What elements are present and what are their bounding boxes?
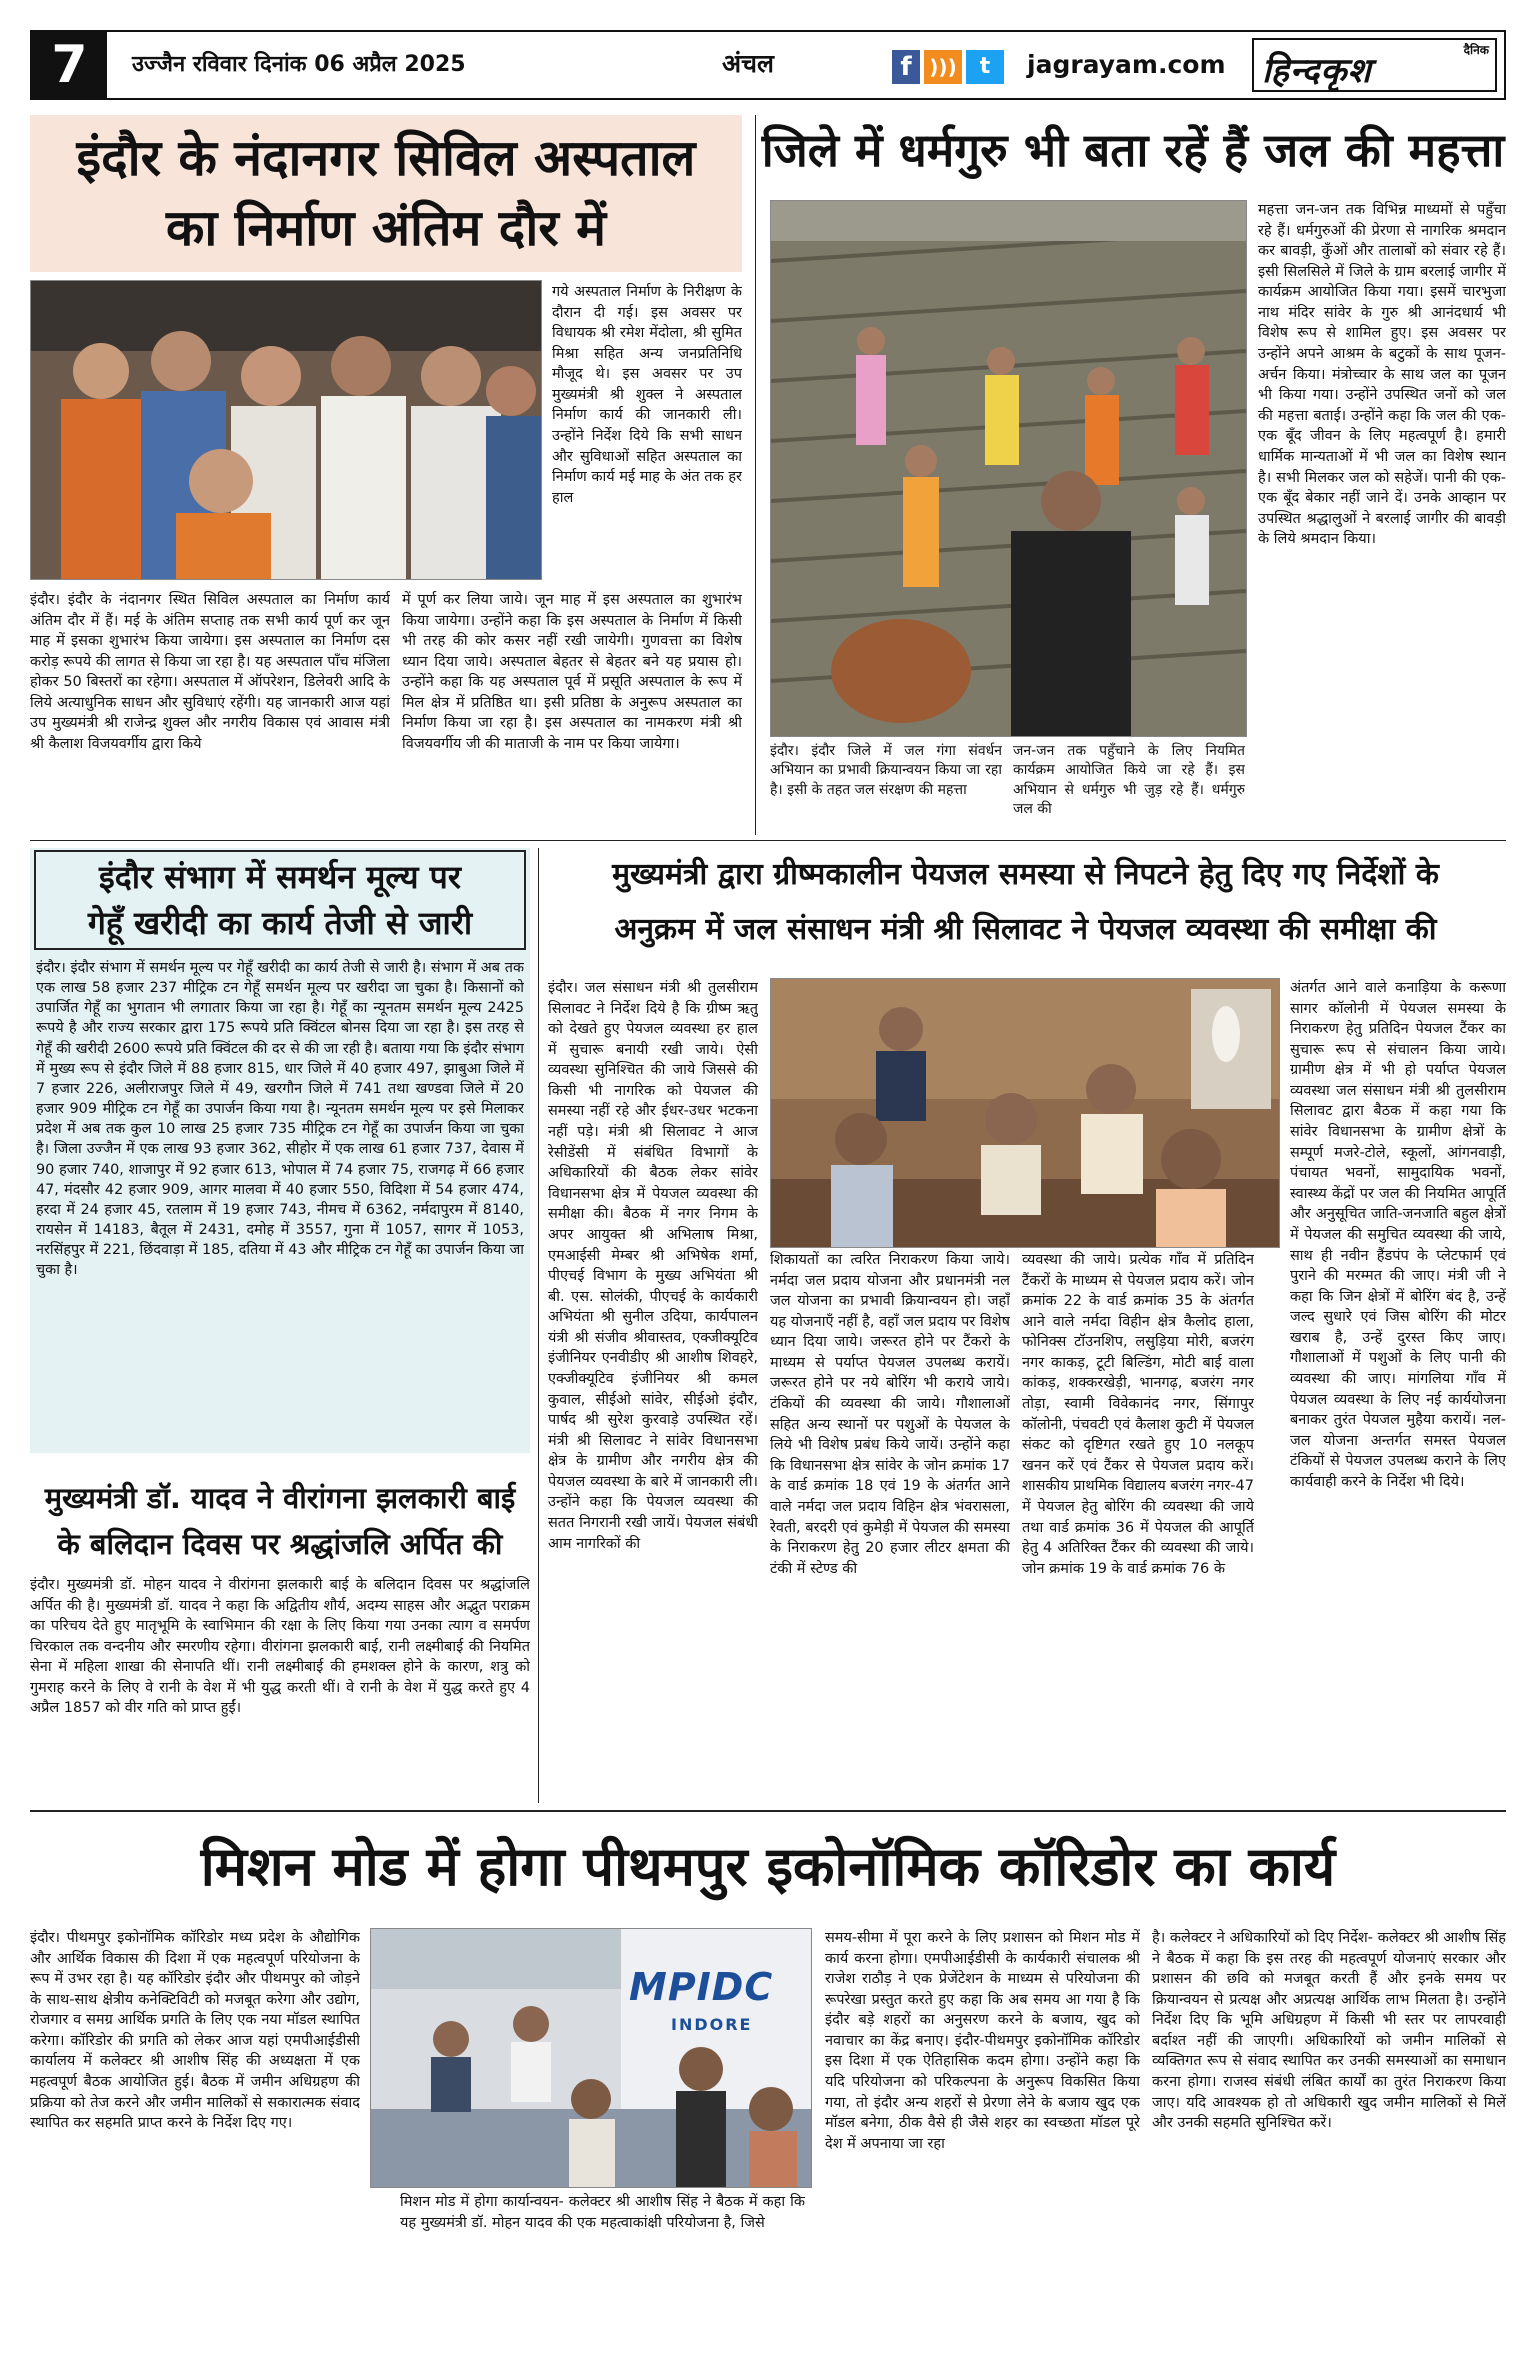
water-review-headline-line1: मुख्यमंत्री द्वारा ग्रीष्मकालीन पेयजल समस्या से निपटने हेतु दिए गए निर्देशों के xyxy=(612,857,1439,892)
water-review-headline-line2: अनुक्रम में जल संसाधन मंत्री श्री सिलावट ने पेयजल व्यवस्था की समीक्षा की xyxy=(614,912,1437,947)
minister-meeting-photo xyxy=(770,978,1280,1248)
hospital-headline-line2: का निर्माण अंतिम दौर में xyxy=(165,199,607,257)
divider xyxy=(755,115,756,835)
divider xyxy=(538,848,539,1803)
pithampur-headline: मिशन मोड में होगा पीथमपुर इकोनॉमिक कॉरिडोर का कार्य xyxy=(200,1835,1336,1898)
pithampur-col3: समय-सीमा में पूरा करने के लिए प्रशासन को मिशन मोड में कार्य करना होगा। एमपीआईडीसी के कार्यकारी संचालक श्री राजेश राठौड़ ने एक प्रेजेंटेशन के माध्यम से परियोजना की रूपरेखा प्रस्तुत करते हुए कहा कि अब समय आ गया है कि इंदौर बड़े शहरों का अनुसरण करने के बजाय, खुद को नवाचार का केंद्र बनाए। इंदौर-पीथमपुर इकोनॉमिक कॉरिडोर इस दिशा में एक ऐतिहासिक कदम होगा। उन्होंने कहा कि यदि परियोजना को परिकल्पना के अनुरूप विकसित किया गया, तो इंदौर अन्य शहरों से प्रेरणा लेने के बजाय खुद एक मॉडल बनेगा, ठीक वैसे ही जैसे शहर का स्वच्छता मॉडल पूरे देश में अपनाया जा रहा xyxy=(825,1930,1140,2152)
facebook-icon[interactable]: f xyxy=(892,50,920,84)
paper-logo xyxy=(1252,38,1497,92)
dateline: उज्जैन रविवार दिनांक 06 अप्रैल 2025 xyxy=(132,52,466,77)
jhalkari-headline-line2: के बलिदान दिवस पर श्रद्धांजलि अर्पित की xyxy=(57,1527,503,1561)
hospital-inspection-photo xyxy=(30,280,542,580)
rss-icon[interactable]: ))) xyxy=(924,50,962,84)
pithampur-col4: है। कलेक्टर ने अधिकारियों को दिए निर्देश- कलेक्टर श्री आशीष सिंह ने बैठक में कहा कि इस तरह की महत्वपूर्ण योजनाएं सरकार और प्रशासन की छवि को मजबूत करती हैं और इनके समय पर क्रियान्वयन से प्रत्यक्ष और अप्रत्यक्ष आर्थिक लाभ मिलता है। उन्होंने निर्देश दिए कि भूमि अधिग्रहण में किसी भी स्तर पर लापरवाही बर्दाश्त नहीं की जाएगी। अधिकारियों को जमीन मालिकों से व्यक्तिगत रूप से संवाद स्थापित कर उनकी समस्याओं का समाधान करना होगा। राजस्व संबंधी लंबित कार्यों का तुरंत निराकरण किया जाए। यदि आवश्यक हो तो अधिकारी खुद जमीन मालिकों से मिलें और उनकी सहमति सुनिश्चित करें। xyxy=(1152,1930,1506,2132)
wheat-headline-line1: इंदौर संभाग में समर्थन मूल्य पर xyxy=(99,858,461,896)
jhalkari-headline-line1: मुख्यमंत्री डॉ. यादव ने वीरांगना झलकारी बाई xyxy=(44,1481,516,1515)
mpidc-meeting-photo xyxy=(370,1928,812,2188)
water-review-col3: व्यवस्था की जाये। प्रत्येक गाँव में प्रतिदिन टैंकरों के माध्यम से पेयजल प्रदाय करें। जोन क्रमांक 22 के वार्ड क्रमांक 35 के अंतर्गत आने वाले नर्मदा विहीन क्षेत्र कैलोद हाला, फोनिक्स टॉउनशिप, लसुड़िया मोरी, बजरंग नगर काकड़, टूटी बिल्डिंग, मोटी बाई वाला कांकड़, शक्करखेड़ी, भानगढ़, बजरंग नगर तोड़ा, स्वामी विवेकानंद नगर, सिंगापुर कॉलोनी, पंचवटी एवं कैलाश कुटी में पेयजल संकट को दृष्टिगत रखते हुए 10 नलकूप खनन करें एवं टैंकर से पेयजल प्रदाय करें। शासकीय प्राथमिक विद्यालय बजरंग नगर-47 में पेयजल हेतु बोरिंग की व्यवस्था की जाये तथा वार्ड क्रमांक 36 में पेयजल की आपूर्ति हेतु 4 अतिरिक्त टैंकर की व्यवस्था की जाये। जोन क्रमांक 19 के वार्ड क्रमांक 76 के xyxy=(1022,1252,1254,1577)
dharmaguru-caption-col1: इंदौर। इंदौर जिले में जल गंगा संवर्धन अभियान का प्रभावी क्रियान्वयन किया जा रहा है। इसी के तहत जल संरक्षण की महत्ता xyxy=(770,743,1002,798)
paper-logo-prefix: दैनिक xyxy=(1463,43,1489,57)
wheat-headline-box xyxy=(34,850,526,950)
section-name: अंचल xyxy=(722,49,774,78)
stepwell-shramdaan-photo xyxy=(770,200,1247,737)
twitter-icon[interactable]: t xyxy=(966,50,1004,84)
wheat-article xyxy=(30,848,530,1453)
masthead xyxy=(30,30,1506,100)
water-review-col1: इंदौर। जल संसाधन मंत्री श्री तुलसीराम सिलावट ने निर्देश दिये है कि ग्रीष्म ऋतु को देखते हुए पेयजल व्यवस्था हर हाल में सुचारू बनायी रखी जाये। ऐसी व्यवस्था सुनिश्चित की जाये जिससे की किसी भी नागरिक को पेयजल की समस्या नहीं रहे और ईधर-उधर भटकना नहीं पड़े। मंत्री श्री सिलावट ने आज रेसीडेंसी में संबंधित विभागों के अधिकारियों की बैठक लेकर सांवेर विधानसभा क्षेत्र में पेयजल व्यवस्था की समीक्षा की। बैठक में नगर निगम के अपर आयुक्त श्री अभिलाष मिश्रा, एमआईसी मेम्बर श्री अभिषेक शर्मा, पीएचई विभाग के मुख्य अभियंता श्री बी. एस. सोलंकी, पीएचई के कार्यकारी अभियंता श्री सुनील उदिया, कार्यपालन यंत्री श्री संजीव श्रीवास्तव, एक्जीक्यूटिव इंजीनियर एनवीडीए श्री आशीष शिवहरे, एक्जीक्यूटिव इंजीनियर श्री कमल कुवाल, सीईओ सांवेर, सीईओ इंदौर, पार्षद श्री सुरेश कुरवाड़े उपस्थित रहें। मंत्री श्री सिलावट ने सांवेर विधानसभा क्षेत्र के ग्रामीण और नगरीय क्षेत्र की पेयजल व्यवस्था के बारे में जानकारी ली। उन्होंने कहा कि पेयजल व्यवस्था की सतत निगरानी रखी जायें। पेयजल संबंधी आम नागरिकों की xyxy=(548,980,758,1552)
meeting-photo-art xyxy=(771,979,1279,1247)
hospital-body-col1: इंदौर। इंदौर के नंदानगर स्थित सिविल अस्पताल का निर्माण कार्य अंतिम दौर में हैं। मई के अंतिम सप्ताह तक सभी कार्य पूर्ण कर जून माह में इसका शुभारंभ किया जायेगा। इस अस्पताल का निर्माण दस करोड़ रूपये की लागत से किया जा रहा है। यह अस्पताल पाँच मंजिला होकर 50 बिस्तरों का रहेगा। अस्पताल में ऑपरेशन, डिलेवरी आदि के लिये अत्याधुनिक साधन और सुविधाएं रहेंगी। यह जानकारी आज यहां उप मुख्यमंत्री श्री राजेन्द्र शुक्ल और नगरीय विकास एवं आवास मंत्री श्री कैलाश विजयवर्गीय द्वारा किये xyxy=(30,592,390,753)
paper-logo-name: हिन्दकृश xyxy=(1262,51,1372,91)
mpidc-sign: MPIDC xyxy=(629,1965,774,2009)
wheat-body: इंदौर। इंदौर संभाग में समर्थन मूल्य पर गेहूँ खरीदी का कार्य तेजी से जारी है। संभाग में अब तक एक लाख 58 हजार 237 मीट्रिक टन गेहूँ समर्थन मूल्य पर खरीदा जा चुका है। किसानों को उपार्जित गेहूँ का भुगतान भी लगातार किया जा रहा है। गेहूँ का न्यूनतम समर्थन मूल्य 2425 रूपये है और राज्य सरकार द्वारा 175 रूपये प्रति क्विंटल बोनस दिया जा रहा है। इस तरह से गेहूँ की खरीदी 2600 रूपये प्रति क्विंटल की दर से की जा रही है। बताया गया कि इंदौर संभाग में मुख्य रूप से इंदौर जिले में 88 हजार 815, धार जिले में 40 हजार 497, झाबुआ जिले में 7 हजार 226, अलीराजपुर जिले में 49, खरगौन जिले में 741 तथा खण्डवा जिले में 20 हजार 909 मीट्रिक टन गेहूँ का उपार्जन किया गया है। न्यूनतम समर्थन मूल्य पर इसे मिलाकर प्रदेश में अब तक कुल 10 लाख 25 हजार 735 मीट्रिक टन गेहूँ का उपार्जन किया जा चुका है। जिला उज्जैन में एक लाख 93 हजार 362, सीहोर में एक लाख 61 हजार 737, देवास में 90 हजार 740, शाजापुर में 92 हजार 613, भोपाल में 74 हजार 75, राजगढ़ में 66 हजार 47, मंदसौर 42 हजार 909, आगर मालवा में 40 हजार 550, विदिशा में 54 हजार 474, हरदा में 24 हजार 45, रतलाम में 19 हजार 743, नीमच में 6362, नर्मदापुरम में 8140, रायसेन में 14183, बैतूल में 2431, दमोह में 3557, गुना में 1057, सागर में 1053, नरसिंहपुर में 221, छिंदवाड़ा में 185, दतिया में 43 और मीट्रिक टन गेहूँ का उपार्जन किया जा चुका है। xyxy=(36,960,524,1279)
pithampur-col1: इंदौर। पीथमपुर इकोनॉमिक कॉरिडोर मध्य प्रदेश के औद्योगिक और आर्थिक विकास की दिशा में एक महत्वपूर्ण परियोजना के रूप में उभर रहा है। यह कॉरिडोर इंदौर और पीथमपुर को जोड़ने के साथ-साथ क्षेत्रीय कनेक्टिविटी को मजबूत करेगा और उद्योग, रोजगार व समग्र आर्थिक प्रगति के लिए एक नया मॉडल स्थापित करेगा। कॉरिडोर की प्रगति को लेकर आज यहां एमपीआईडीसी कार्यालय में कलेक्टर श्री आशीष सिंह की अध्यक्षता में एक महत्वपूर्ण बैठक आयोजित हुई। बैठक में जमीन अधिग्रहण की प्रक्रिया को तेज करने और जमीन मालिकों से सकारात्मक संवाद स्थापित कर सहमति प्राप्त करने के निर्देश दिए गए। xyxy=(30,1930,360,2132)
dharmaguru-side-text: महत्ता जन-जन तक विभिन्न माध्यमों से पहुँचा रहे हैं। धर्मगुरुओं की प्रेरणा से नागरिक श्रमदान कर बावड़ी, कुँओं और तालाबों को संवार रहे हैं। इसी सिलसिले में जिले के ग्राम बरलाई जागीर में कार्यक्रम आयोजित किया गया। इसमें चारभुजा नाथ मंदिर सांवेर के गुरु श्री आनंदधार्य भी विशेष रूप से शामिल हुए। इस अवसर पर उन्होंने अपने आश्रम के बटुकों के साथ पूजन-अर्चन किया। मंत्रोच्चार के साथ जल का पूजन भी किया गया। उन्होंने उपस्थित जनों को जल की महत्ता बताई। उन्होंने कहा कि जल की एक-एक बूँद जीवन के लिए महत्वपूर्ण है। हमारी धार्मिक मान्यताओं में भी जल का विशेष स्थान है। सभी मिलकर जल को सहेजें। पानी की एक-एक बूँद बेकार नहीं जाने दें। उनके आव्हान पर उपस्थित श्रद्धालुओं ने बरलाई जागीर की बावड़ी के लिये श्रमदान किया। xyxy=(1258,202,1506,548)
website-link[interactable]: jagrayam.com xyxy=(1027,50,1226,79)
water-review-col2: शिकायतों का त्वरित निराकरण किया जाये। नर्मदा जल प्रदाय योजना और प्रधानमंत्री नल जल योजना का प्रभावी क्रियान्वयन हो। जहाँ यह योजनाएँ नहीं है, वहाँ जल प्रदाय पर विशेष ध्यान दिया जाये। जरूरत होने पर टैंकरो के माध्यम से पर्याप्त पेयजल उपलब्ध करायें। जरूरत होने पर नये बोरिंग भी कराये जाये। टंकियों की व्यवस्था की जाये। गौशालाओं सहित अन्य स्थानों पर पशुओं के पेयजल के लिये भी विशेष प्रबंध किये जायें। उन्होंने कहा कि विधानसभा क्षेत्र सांवेर के जोन क्रमांक 17 के वार्ड क्रमांक 18 एवं 19 के अंतर्गत आने वाले नर्मदा जल प्रदाय विहिन क्षेत्र भंवरासला, रेवती, बरदरी एवं कुमेड़ी में पेयजल की समस्या के निराकरण हेतु 20 हजार लीटर क्षमता की टंकी में स्टेण्ड की xyxy=(770,1252,1010,1577)
hospital-headline-line1: इंदौर के नंदानगर सिविल अस्पताल xyxy=(76,129,696,187)
divider xyxy=(30,1810,1506,1812)
dharmaguru-headline: जिले में धर्मगुरु भी बता रहें हैं जल की महत्ता xyxy=(761,123,1505,177)
divider xyxy=(30,840,1506,841)
wheat-headline-line2: गेहूँ खरीदी का कार्य तेजी से जारी xyxy=(87,904,473,942)
hospital-headline-box xyxy=(30,115,742,272)
dharmaguru-caption-col2: जन-जन तक पहुँचाने के लिए नियमित कार्यक्रम आयोजित किये जा रहे हैं। इस अभियान से धर्मगुरु भी जुड़ रहे हैं। धर्मगुरु जल की xyxy=(1013,743,1245,817)
pithampur-caption: मिशन मोड में होगा कार्यान्वयन- कलेक्टर श्री आशीष सिंह ने बैठक में कहा कि यह मुख्यमंत्री डॉ. मोहन यादव की एक महत्वाकांक्षी परियोजना है, जिसे xyxy=(400,2194,805,2231)
water-review-col4: अंतर्गत आने वाले कनाड़िया के करूणा सागर कॉलोनी में पेयजल समस्या के निराकरण हेतु प्रतिदिन पेयजल टैंकर का सुचारू रूप से संचालन किया जाये। ग्रामीण क्षेत्र में भी हो पर्याप्त पेयजल व्यवस्था जल संसाधन मंत्री श्री तुलसीराम सिलावट द्वारा बैठक में कहा गया कि सांवेर विधानसभा के ग्रामीण क्षेत्रों के सम्पूर्ण मजरे-टोले, स्कूलों, आंगनवाड़ी, पंचायत भवनों, सामुदायिक भवनों, स्वास्थ्य केंद्रों पर जल की नियमित आपूर्ति और अनुसूचित जाति-जनजाति बहुल क्षेत्रों में पेयजल की समुचित व्यवस्था की जाये, साथ ही नवीन हैंडपंप के प्लेटफार्म एवं पुराने की मरम्मत की जाए। मंत्री जी ने कहा कि जिन क्षेत्रों में बोरिंग बंद है, उन्हें जल्द सुधारे एवं जिस बोरिंग की मोटर खराब है, उन्हें दुरस्त किए जाए। गौशालाओं में पशुओं के लिए पानी की व्यवस्था की जाए। मांगलिया गाँव में पेयजल व्यवस्था के लिए नई कार्ययोजना बनाकर तुरंत पेयजल मुहैया करायें। नल-जल योजना अन्तर्गत समस्त पेयजल टंकियों से पेयजल उपलब्ध कराने के लिए कार्यवाही करने के निर्देश भी दिये। xyxy=(1290,980,1506,1490)
hospital-side-text: गये अस्पताल निर्माण के निरीक्षण के दौरान दी गई। इस अवसर पर विधायक श्री रमेश मेंदोला, श्री सुमित मिश्रा सहित अन्य जनप्रतिनिधि मौजूद थे। इस अवसर पर उप मुख्यमंत्री श्री शुक्ल ने अस्पताल निर्माण कार्य की जानकारी ली। उन्होंने निर्देश दिये कि सभी साधन और सुविधाओं सहित अस्पताल का निर्माण कार्य मई माह के अंत तक हर हाल xyxy=(552,284,742,506)
hospital-body-col2: में पूर्ण कर लिया जाये। जून माह में इस अस्पताल का शुभारंभ किया जायेगा। उन्होंने कहा कि इस अस्पताल के निर्माण में किसी भी तरह की कोर कसर नहीं रखी जायेगी। गुणवत्ता का विशेष ध्यान दिया जाये। अस्पताल बेहतर से बेहतर बने यह प्रयास हो। उन्होंने कहा कि यह अस्पताल पूर्व में प्रसूति अस्पताल के रूप में मिल क्षेत्र में प्रतिष्ठित था। इसी प्रतिष्ठा के अनुरूप अस्पताल का निर्माण किया जा रहा है। इस अस्पताल का नामकरण मंत्री श्री विजयवर्गीय जी की माताजी के नाम पर किया जायेगा। xyxy=(402,592,742,753)
page-number: 7 xyxy=(32,32,107,98)
stepwell-photo-art xyxy=(771,201,1246,736)
mpidc-sign-city: INDORE xyxy=(671,2015,753,2034)
jhalkari-body: इंदौर। मुख्यमंत्री डॉ. मोहन यादव ने वीरांगना झलकारी बाई के बलिदान दिवस पर श्रद्धांजलि अर्पित की है। मुख्यमंत्री डॉ. यादव ने कहा कि अद्वितीय शौर्य, अदम्य साहस और अद्भुत पराक्रम का परिचय देते हुए मातृभूमि के स्वाभिमान की रक्षा के लिए किया गया उनका त्याग व समर्पण चिरकाल तक वन्दनीय और स्मरणीय रहेगा। वीरांगना झलकारी बाई, रानी लक्ष्मीबाई की नियमित सेना में महिला शाखा की सेनापति थीं। रानी लक्ष्मीबाई की हमशक्ल होने के कारण, शत्रु को गुमराह करने के लिए वे रानी के वेश में भी युद्ध करती थीं। वे रानी के वेश में युद्ध करते हुए 4 अप्रैल 1857 को वीर गति को प्राप्त हुईं। xyxy=(30,1577,530,1717)
hospital-photo-art xyxy=(31,281,541,579)
